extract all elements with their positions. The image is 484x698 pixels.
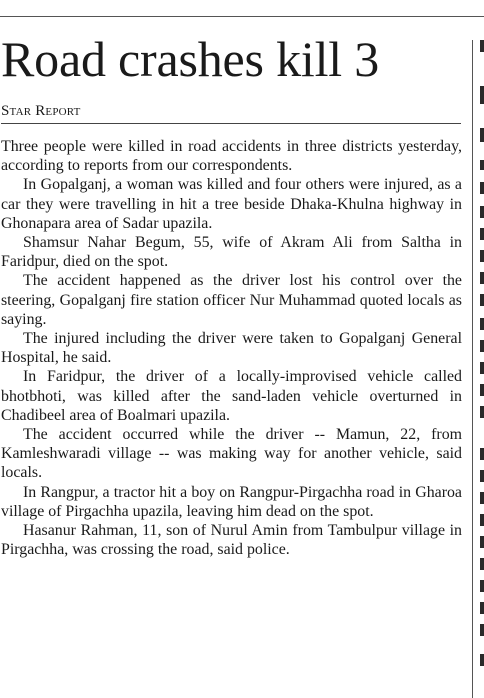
headline: Road crashes kill 3: [1, 31, 380, 87]
text-fragment: [480, 128, 484, 142]
paragraph: Hasanur Rahman, 11, son of Nurul Amin from Tambulpur village in Pirgachha, was crossing the road, said police.: [1, 522, 462, 559]
text-fragment: [480, 40, 484, 52]
text-fragment: [480, 160, 484, 170]
text-fragment: [480, 654, 484, 666]
paragraph: In Rangpur, a tractor hit a boy on Rangpur-Pirgachha road in Gharoa village of Pirgachha upazila, leaving him dead on the spot.: [1, 483, 462, 520]
paragraph: Shamsur Nahar Begum, 55, wife of Akram Ali from Saltha in Faridpur, died on the spot.: [1, 234, 462, 271]
paragraph: Three people were killed in road accidents in three districts yesterday, according to reports from our correspondents.: [1, 138, 462, 175]
byline: Star Report: [1, 103, 461, 124]
text-fragment: [480, 514, 484, 526]
article: [1, 28, 462, 559]
paragraph: In Gopalganj, a woman was killed and four others were injured, as a car they were travelling in hit a tree beside Dhaka-Khulna highway in Ghonapara area of Sadar upazila.: [1, 176, 462, 232]
text-fragment: [480, 558, 484, 570]
text-fragment: [480, 206, 484, 218]
adjacent-column-edge: [480, 36, 484, 698]
text-fragment: [480, 340, 484, 352]
paragraph: In Faridpur, the driver of a locally-improvised vehicle called bhotbhoti, was killed after the sand-laden vehicle overturned in Chadibeel area of Boalmari upazila.: [1, 368, 462, 424]
text-fragment: [480, 272, 484, 284]
text-fragment: [480, 624, 484, 636]
text-fragment: [480, 362, 484, 374]
column-rule: [472, 40, 473, 698]
text-fragment: [480, 294, 484, 306]
text-fragment: [480, 406, 484, 418]
article-body: [1, 137, 462, 559]
text-fragment: [480, 384, 484, 396]
text-fragment: [480, 86, 484, 104]
text-fragment: [480, 228, 484, 240]
text-fragment: [480, 318, 484, 330]
text-fragment: [480, 580, 484, 592]
text-fragment: [480, 448, 484, 460]
text-fragment: [480, 492, 484, 504]
text-fragment: [480, 250, 484, 262]
text-fragment: [480, 470, 484, 482]
paragraph: The accident occurred while the driver -- Mamun, 22, from Kamleshwaradi village -- was making way for another vehicle, said locals.: [1, 426, 462, 482]
text-fragment: [480, 602, 484, 614]
text-fragment: [480, 182, 484, 194]
text-fragment: [480, 536, 484, 548]
top-rule: [0, 16, 484, 17]
paragraph: The accident happened as the driver lost his control over the steering, Gopalganj fire station officer Nur Muhammad quoted locals as saying.: [1, 272, 462, 328]
paragraph: The injured including the driver were taken to Gopalganj General Hospital, he said.: [1, 330, 462, 367]
